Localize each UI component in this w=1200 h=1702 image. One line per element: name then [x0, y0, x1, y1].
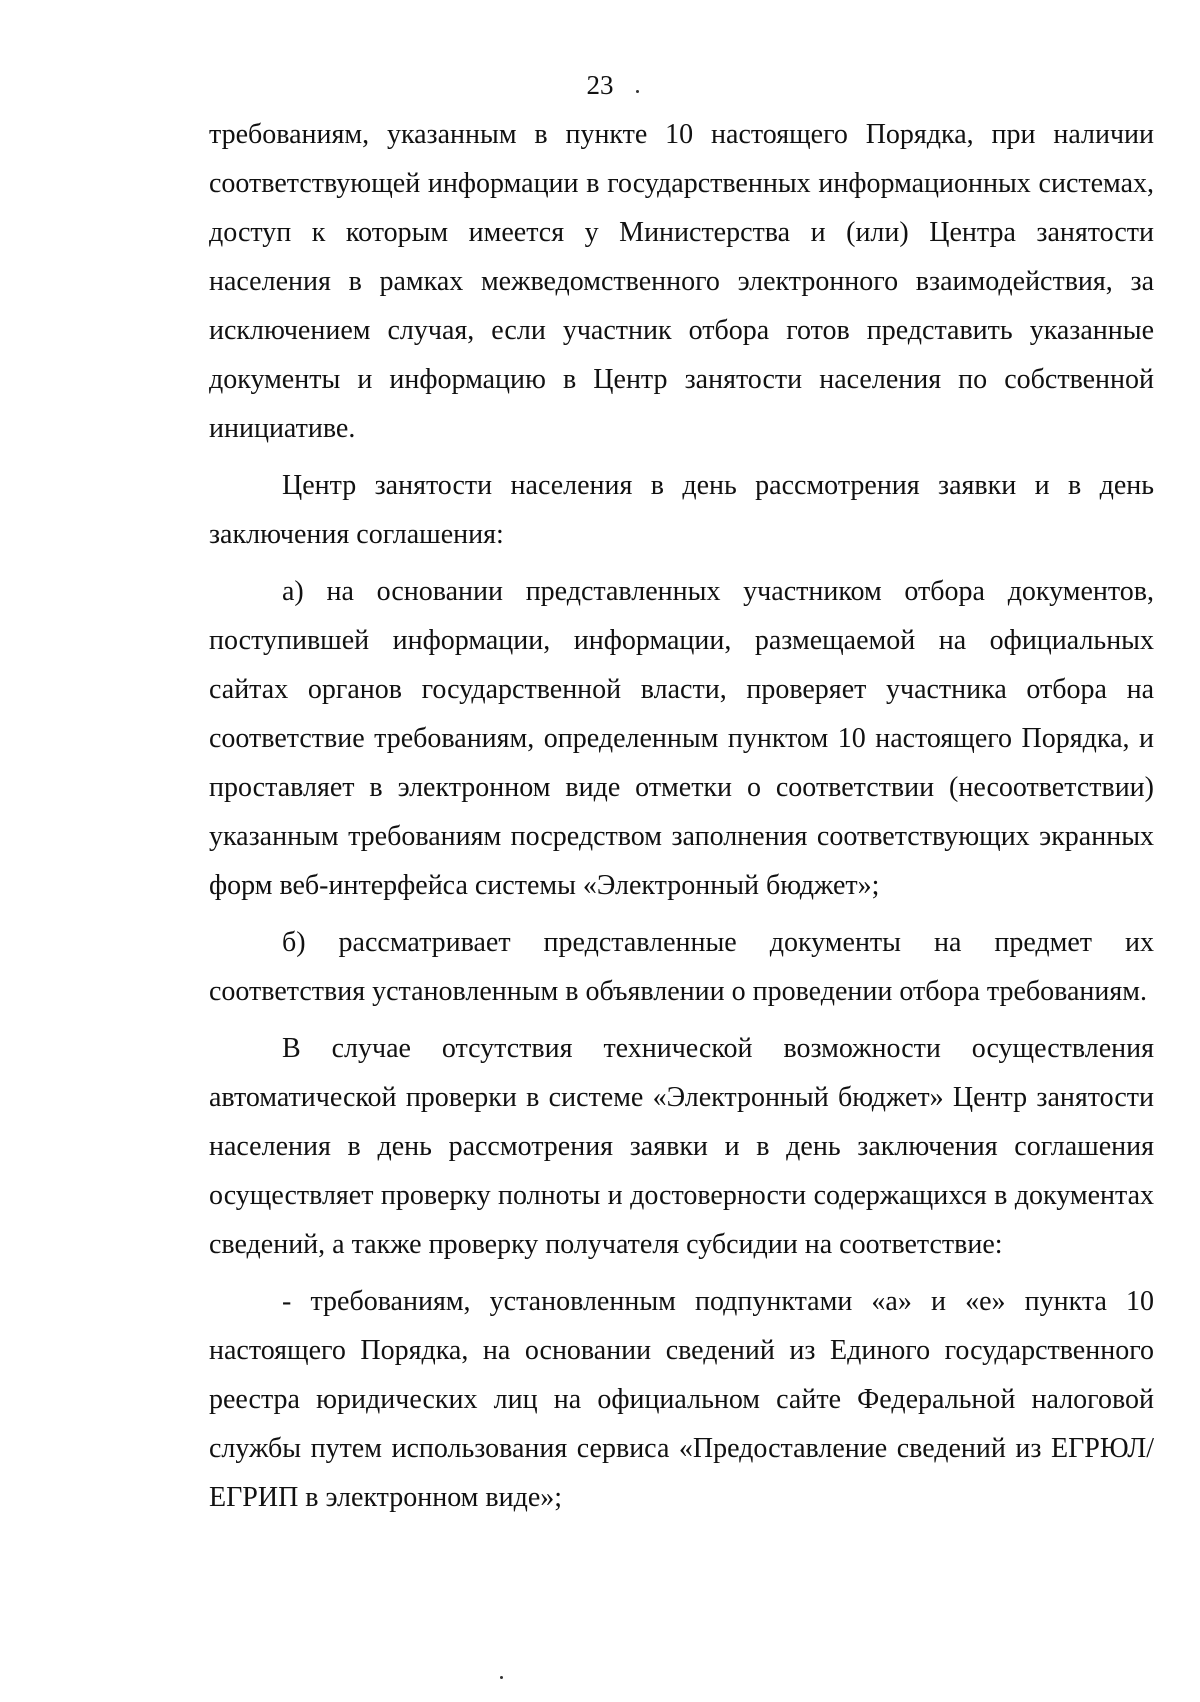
- paragraph-egrul-requirement: - требованиям, установленным подпунктами «а» и «е» пункта 10 настоящего Порядка, на основании сведений из Единого государственного реестра юридических лиц на официальном сайте Федеральной налоговой службы путем использования сервиса «Предоставление сведений из ЕГРЮЛ/ЕГРИП в электронном виде»;: [209, 1286, 1154, 1513]
- document-body: [209, 110, 1154, 1522]
- paragraph-item-a: а) на основании представленных участником отбора документов, поступившей информации, информации, размещаемой на официальных сайтах органов государственной власти, проверяет участника отбора на соответствие требованиям, определенным пунктом 10 настоящего Порядка, и проставляет в электронном виде отметки о соответствии (несоответствии) указанным требованиям посредством заполнения соответствующих экранных форм веб-интерфейса системы «Электронный бюджет»;: [209, 576, 1154, 901]
- paragraph-item-b: б) рассматривает представленные документы на предмет их соответствия установленным в объявлении о проведении отбора требованиям.: [209, 927, 1154, 1007]
- scan-speck: [500, 1676, 503, 1679]
- paragraph-center-duties: Центр занятости населения в день рассмотрения заявки и в день заключения соглашения:: [209, 470, 1154, 550]
- paragraph-no-technical-possibility: В случае отсутствия технической возможности осуществления автоматической проверки в системе «Электронный бюджет» Центр занятости населения в день рассмотрения заявки и в день заключения соглашения осуществляет проверку полноты и достоверности содержащихся в документах сведений, а также проверку получателя субсидии на соответствие:: [209, 1033, 1154, 1260]
- page-number: 23: [586, 70, 614, 100]
- paragraph-continuation: требованиям, указанным в пункте 10 настоящего Порядка, при наличии соответствующей информации в государственных информационных системах, доступ к которым имеется у Министерства и (или) Центра занятости населения в рамках межведомственного электронного взаимодействия, за исключением случая, если участник отбора готов представить указанные документы и информацию в Центр занятости населения по собственной инициативе.: [209, 119, 1154, 444]
